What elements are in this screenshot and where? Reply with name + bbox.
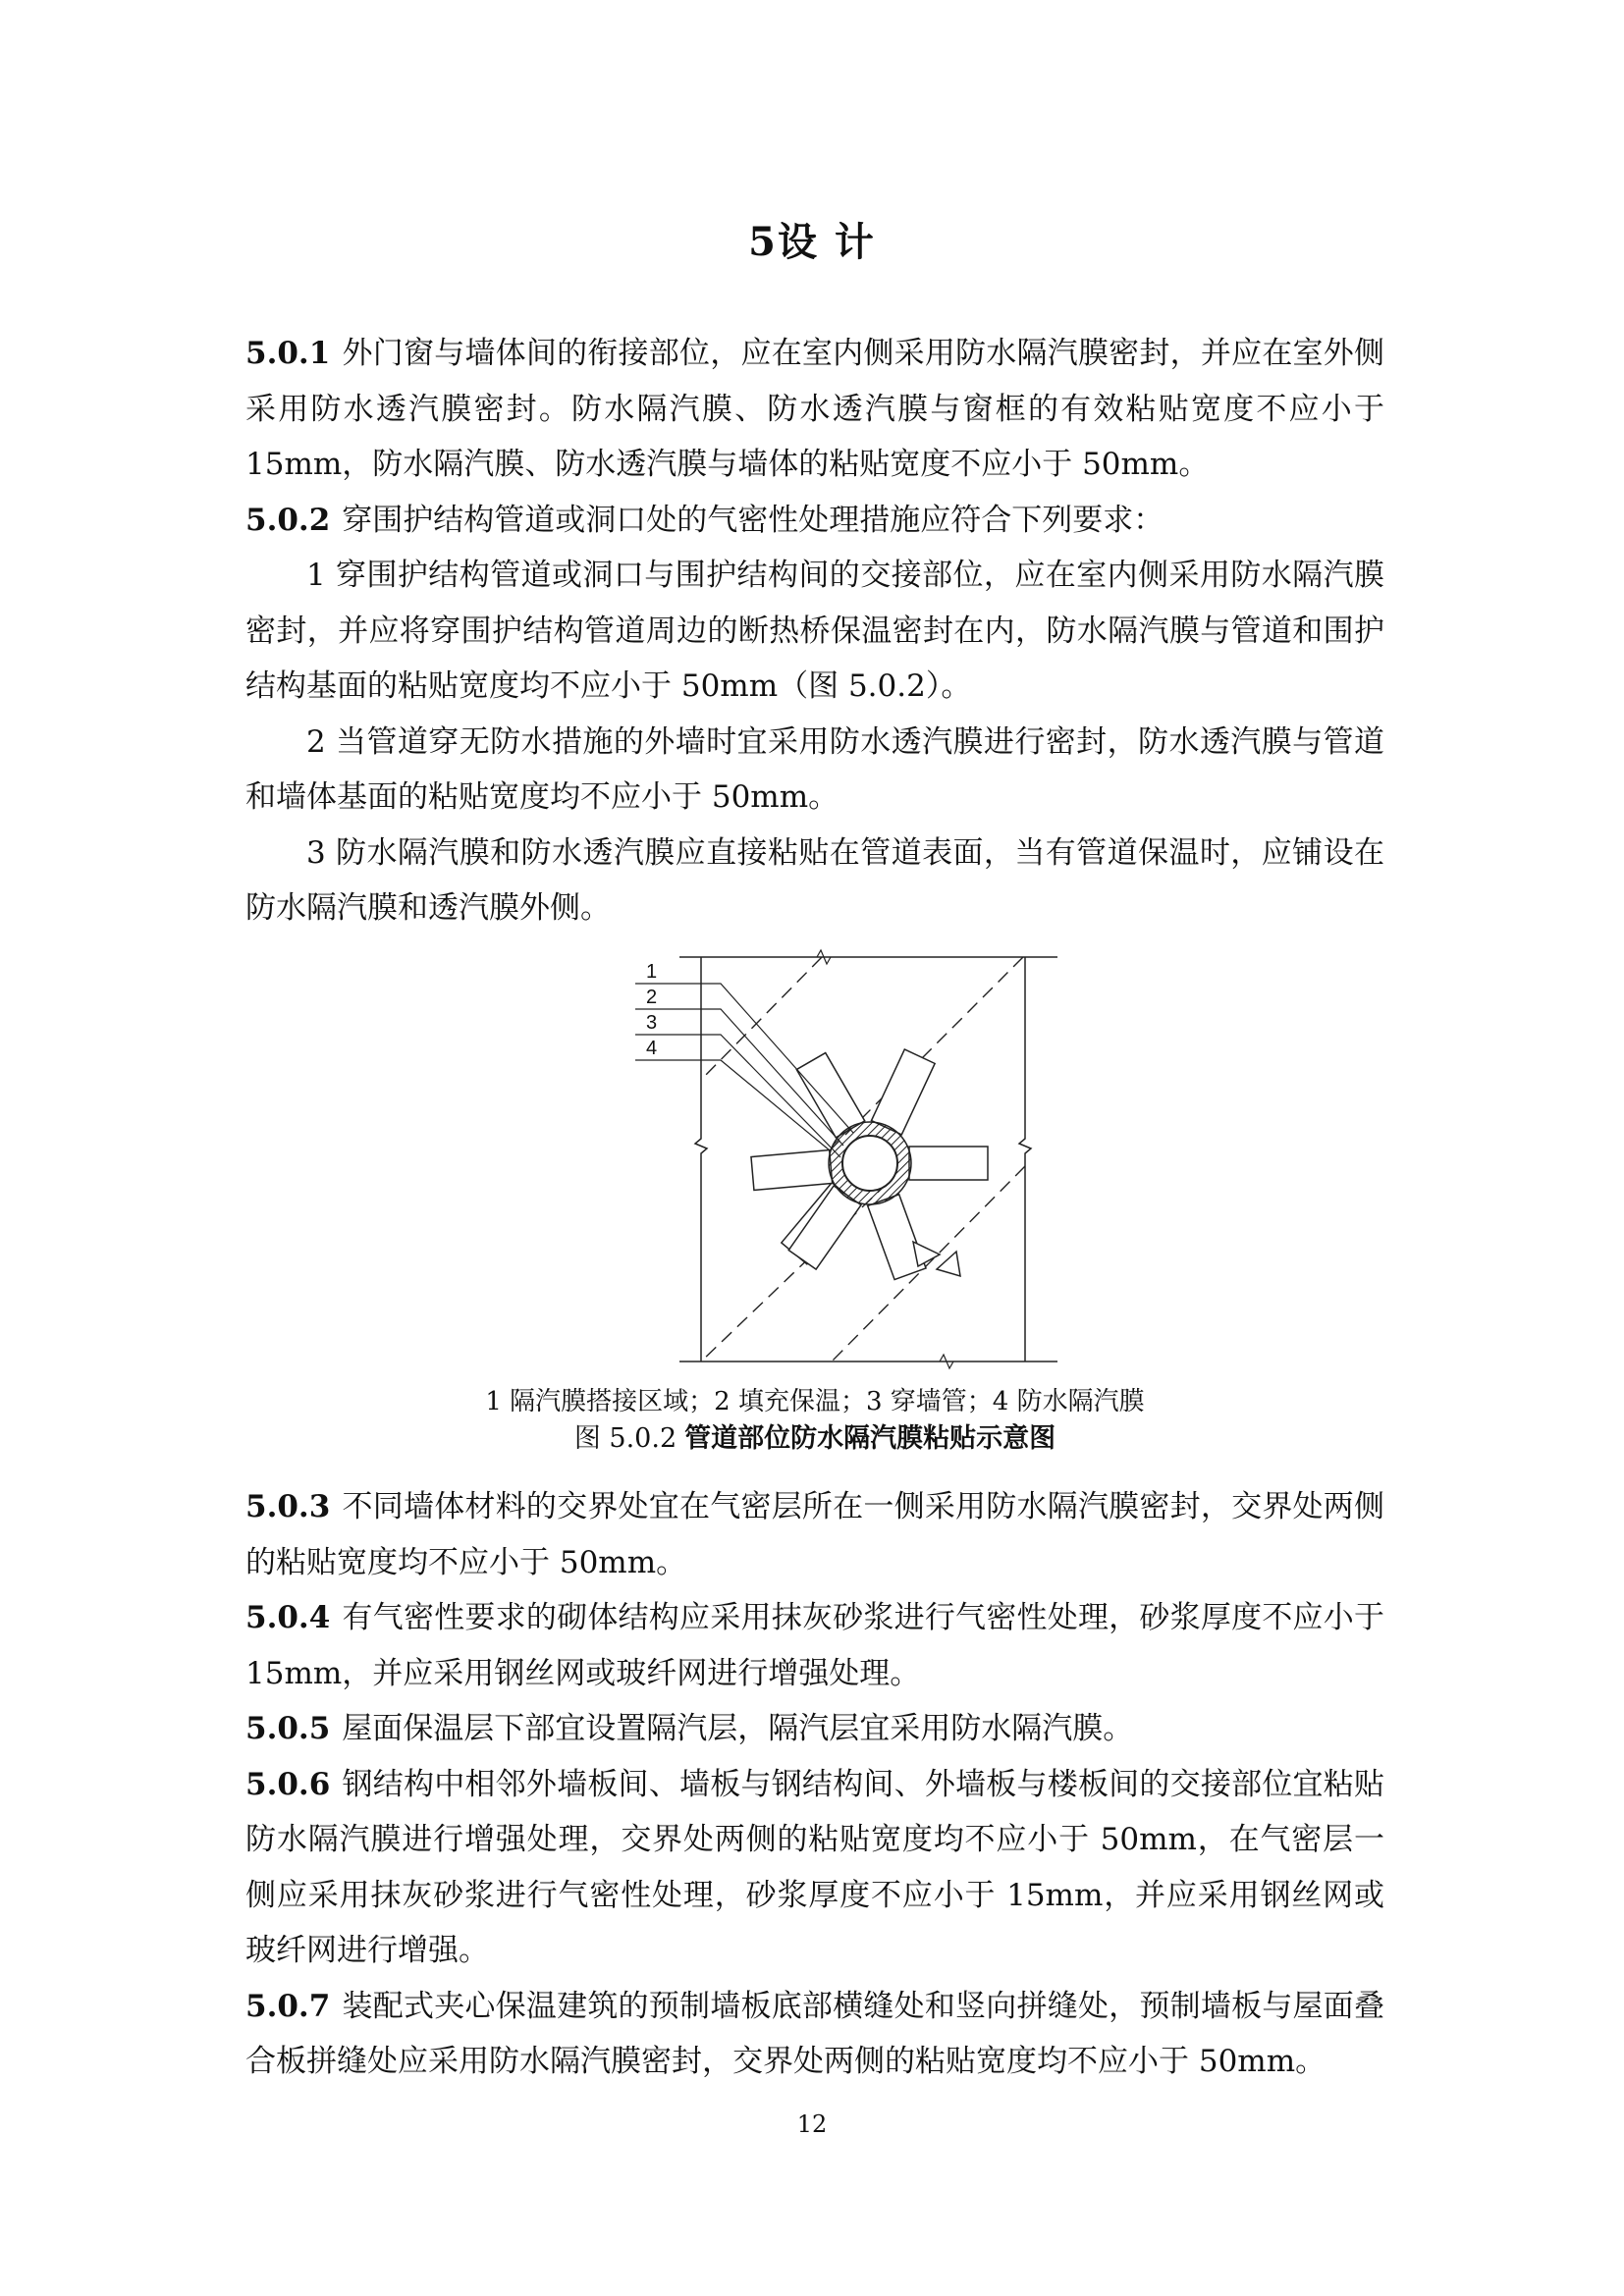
figure-number: 图 5.0.2 [573,1423,677,1454]
body-text-top [245,326,1384,936]
callout-label-1: 1 [646,961,658,983]
dashed-diagonal-3 [701,1183,888,1362]
pipe-membrane-diagram [552,942,1072,1374]
figure-legend: 1 隔汽膜搭接区域；2 填充保温；3 穿墙管；4 防水隔汽膜 [485,1387,1145,1416]
item-number: 3 [306,834,326,871]
wall-right-line [1019,957,1031,1362]
item-text: 防水隔汽膜和防水透汽膜应直接粘贴在管道表面，当有管道保温时，应铺设在防水隔汽膜和透汽膜外侧。 [245,834,1384,926]
clause-number: 5.0.7 [245,1988,331,2024]
item-text: 穿围护结构管道或洞口与围护结构间的交接部位，应在室内侧采用防水隔汽膜密封，并应将穿围护结构管道周边的断热桥保温密封在内，防水隔汽膜与管道和围护结构基面的粘贴宽度均不应小于 50mm（图 5.0.2）。 [245,558,1384,704]
callout-label-4: 4 [646,1038,658,1059]
callout-label-3: 3 [646,1012,658,1034]
callout-label-2: 2 [646,987,658,1008]
clause-number: 5.0.5 [245,1711,331,1746]
arrow-2 [937,1252,960,1276]
clause-5-0-7 [245,1979,1384,2090]
clause-number: 5.0.2 [245,502,331,538]
clause-number: 5.0.1 [245,336,331,371]
clause-number: 5.0.4 [245,1600,331,1635]
item-1 [245,548,1384,715]
clause-5-0-2 [245,493,1384,549]
clause-5-0-4 [245,1590,1384,1701]
clause-5-0-6 [245,1757,1384,1979]
pipe-icon [842,1136,897,1191]
clause-5-0-1 [245,326,1384,493]
item-text: 当管道穿无防水措施的外墙时宜采用防水透汽膜进行密封，防水透汽膜与管道和墙体基面的粘贴宽度均不应小于 50mm。 [245,723,1384,815]
item-2 [245,715,1384,826]
arrow-1 [913,1242,940,1266]
clause-text: 钢结构中相邻外墙板间、墙板与钢结构间、外墙板与楼板间的交接部位宜粘贴防水隔汽膜进行增强处理，交界处两侧的粘贴宽度均不应小于 50mm，在气密层一侧应采用抹灰砂浆进行气密性处理，砂浆厚度不应小于 15mm，并应采用钢丝网或玻纤网进行增强。 [245,1766,1384,1968]
clause-text: 不同墙体材料的交界处宜在气密层所在一侧采用防水隔汽膜密封，交界处两侧的粘贴宽度均不应小于 50mm。 [245,1489,1384,1580]
clause-5-0-5 [245,1701,1384,1757]
clause-text: 穿围护结构管道或洞口处的气密性处理措施应符合下列要求： [342,502,1164,538]
figure-title: 管道部位防水隔汽膜粘贴示意图 [684,1423,1056,1454]
clause-text: 外门窗与墙体间的衔接部位，应在室内侧采用防水隔汽膜密封，并应在室外侧采用防水透汽膜密封。防水隔汽膜、防水透汽膜与窗框的有效粘贴宽度不应小于 15mm，防水隔汽膜、防水透汽膜与墙体的粘贴宽度不应小于 50mm。 [245,336,1384,482]
clause-text: 有气密性要求的砌体结构应采用抹灰砂浆进行气密性处理，砂浆厚度不应小于 15mm，并应采用钢丝网或玻纤网进行增强处理。 [245,1600,1384,1691]
page-number: 12 [796,2110,828,2138]
clause-text: 屋面保温层下部宜设置隔汽层，隔汽层宜采用防水隔汽膜。 [342,1711,1134,1746]
figure-5-0-2 [245,942,1384,1459]
clause-text: 装配式夹心保温建筑的预制墙板底部横缝处和竖向拼缝处，预制墙板与屋面叠合板拼缝处应采用防水隔汽膜密封，交界处两侧的粘贴宽度均不应小于 50mm。 [245,1988,1384,2079]
wall-left-line [695,957,707,1362]
item-number: 1 [306,558,326,593]
clause-5-0-3 [245,1479,1384,1590]
clause-number: 5.0.3 [245,1489,331,1524]
dashed-diagonal-1 [701,957,822,1080]
body-text-bottom [245,1479,1384,2090]
page-title: 5设 计 [748,219,876,265]
item-3 [245,826,1384,936]
clause-number: 5.0.6 [245,1766,331,1802]
figure-caption [245,1419,1384,1459]
item-number: 2 [306,723,326,760]
